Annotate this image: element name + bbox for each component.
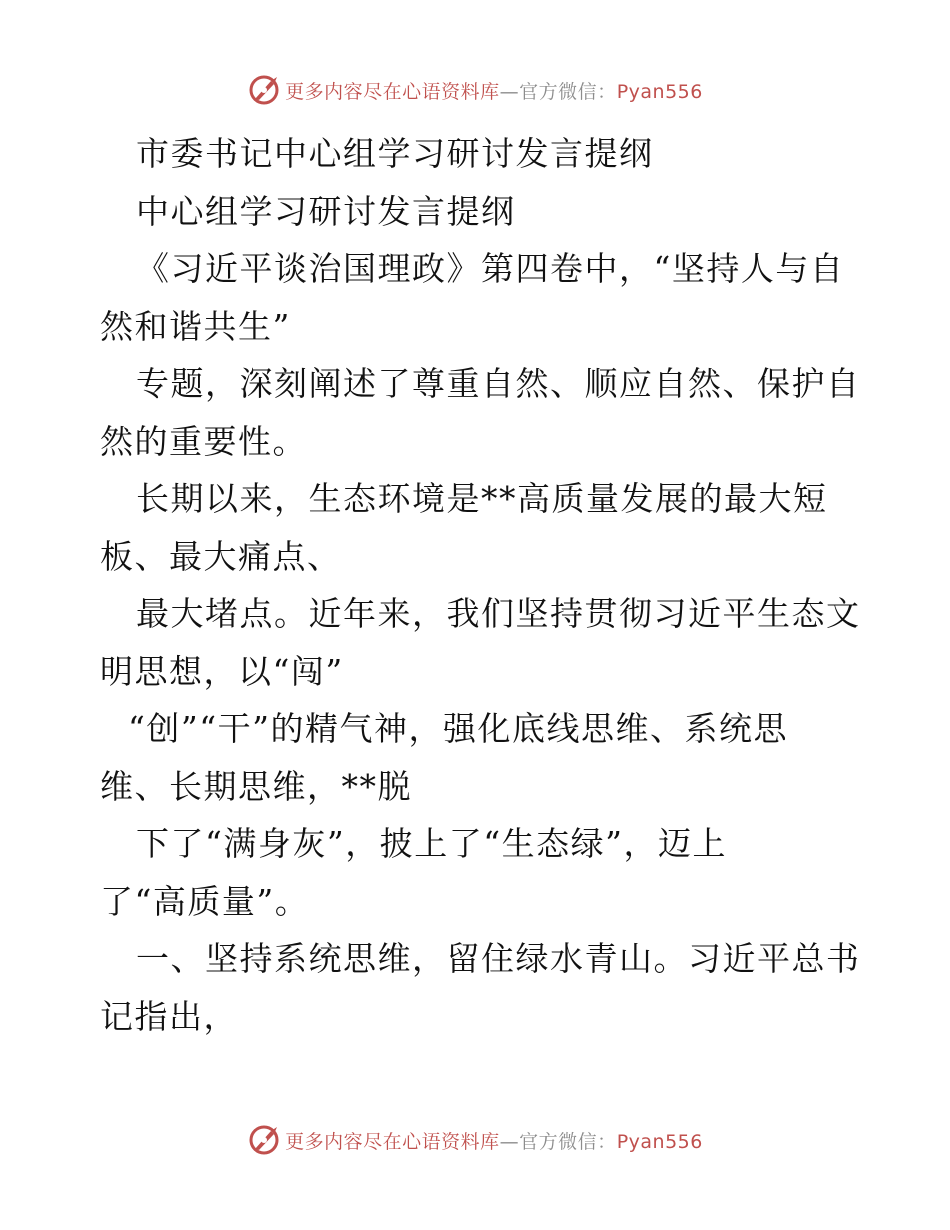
- feather-pen-logo-icon: [247, 1123, 281, 1157]
- paragraph-line: “创”“干”的精气神，强化底线思维、系统思: [128, 709, 788, 748]
- paragraph-line: 专题，深刻阐述了尊重自然、顺应自然、保护自: [136, 364, 861, 403]
- watermark-dash: —: [499, 80, 520, 103]
- document-subtitle: 中心组学习研讨发言提纲: [136, 191, 516, 231]
- watermark-text: [285, 1127, 703, 1154]
- watermark-main: 更多内容尽在心语资料库: [285, 1130, 500, 1153]
- watermark-suffix: 官方微信：: [519, 80, 617, 103]
- document-title: 市委书记中心组学习研讨发言提纲: [136, 134, 654, 173]
- paragraph-line: 板、最大痛点、: [100, 536, 342, 576]
- section-heading-line: 一、坚持系统思维，留住绿水青山。习近平总书: [136, 939, 861, 978]
- paragraph-line: 长期以来，生态环境是**高质量发展的最大短: [136, 479, 828, 518]
- paragraph-line: 然的重要性。: [100, 421, 307, 461]
- watermark-dash: —: [499, 1130, 520, 1153]
- footer-watermark: [0, 1120, 950, 1160]
- header-watermark: [0, 70, 950, 110]
- watermark-handle: Pyan556: [616, 1130, 703, 1153]
- paragraph-line: 了“高质量”。: [100, 881, 310, 921]
- document-body: [100, 125, 860, 1045]
- paragraph-line: 下了“满身灰”，披上了“生态绿”，迈上: [136, 824, 727, 863]
- paragraph-line: 《习近平谈治国理政》第四卷中，“坚持人与自: [136, 249, 845, 288]
- paragraph-line: 最大堵点。近年来，我们坚持贯彻习近平生态文: [136, 594, 861, 633]
- paragraph-line: 明思想，以“闯”: [100, 651, 344, 691]
- watermark-handle: Pyan556: [616, 80, 703, 103]
- watermark-main: 更多内容尽在心语资料库: [285, 80, 500, 103]
- watermark-suffix: 官方微信：: [519, 1130, 617, 1153]
- feather-pen-logo-icon: [247, 73, 281, 107]
- paragraph-line: 记指出，: [100, 996, 238, 1036]
- paragraph-line: 然和谐共生”: [100, 306, 291, 346]
- watermark-text: [285, 77, 703, 104]
- paragraph-line: 维、长期思维，**脱: [100, 766, 412, 806]
